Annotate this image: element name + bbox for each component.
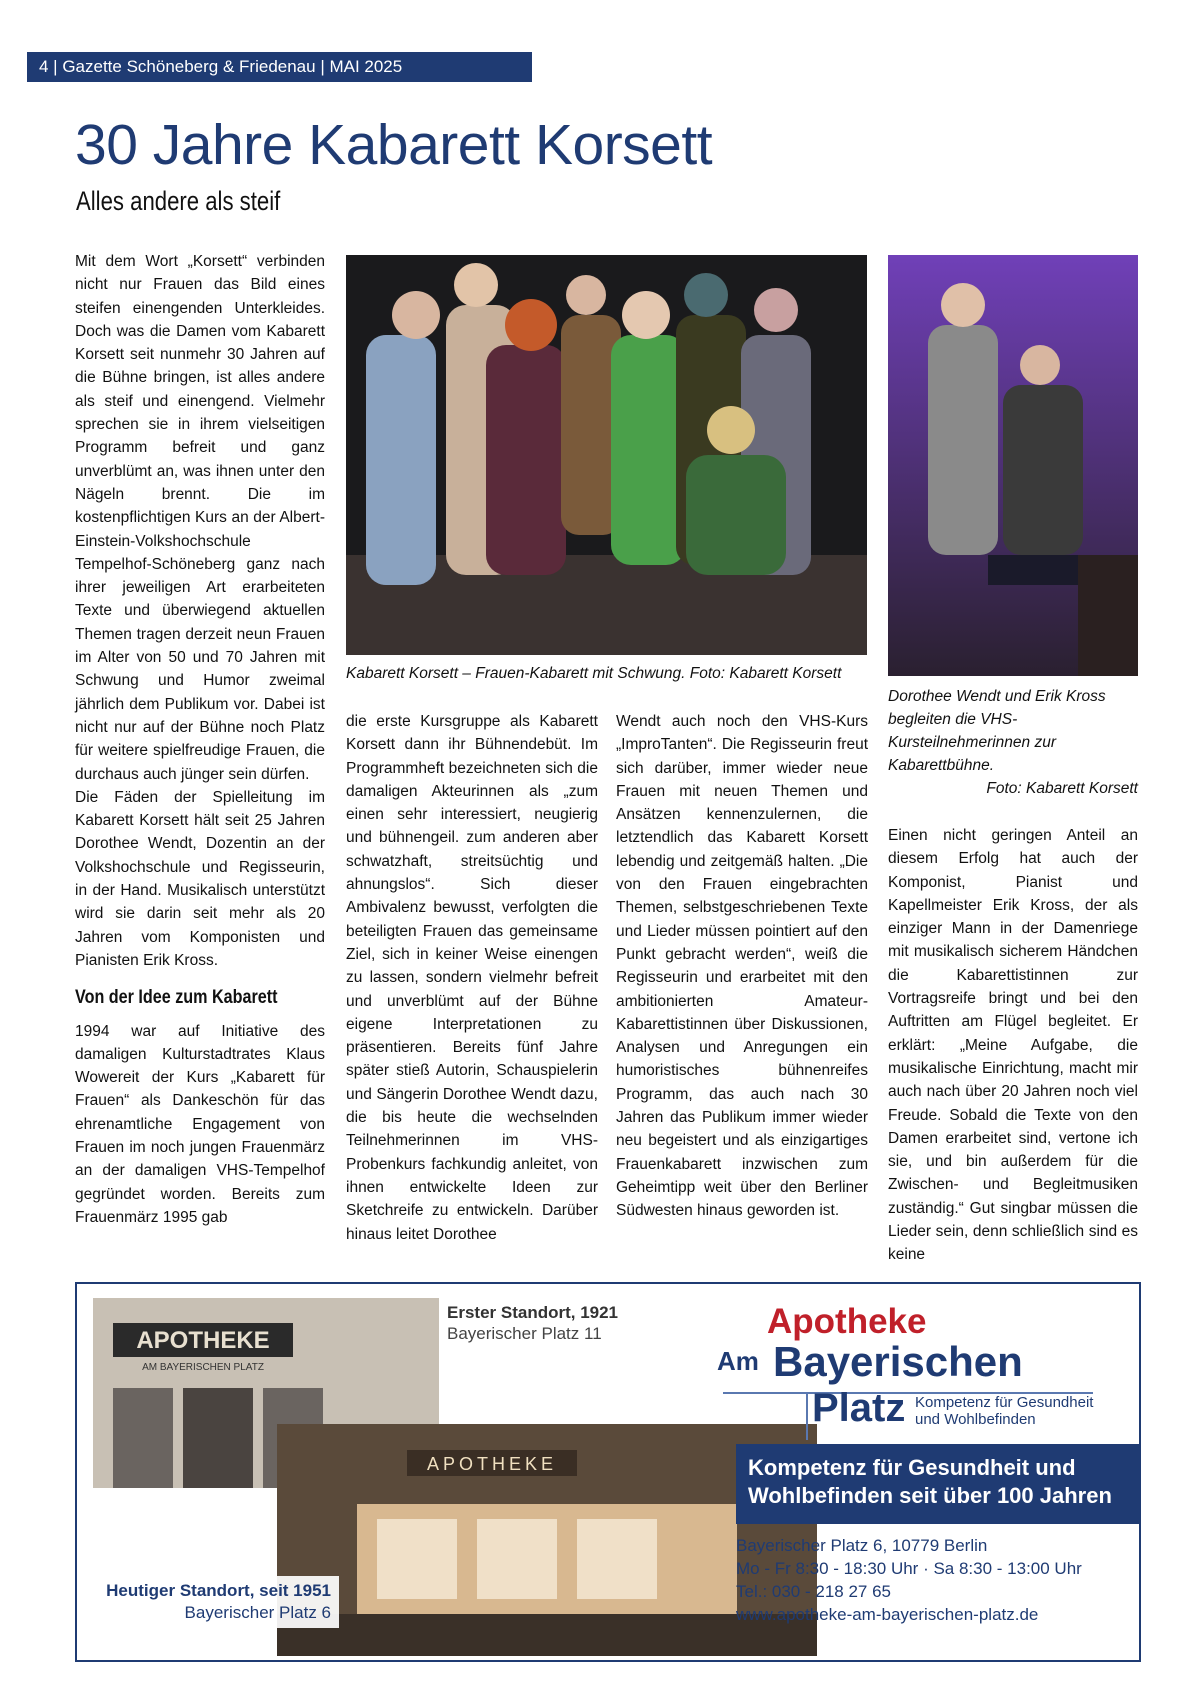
- article-column-3: [616, 710, 868, 1223]
- new-sign-text: APOTHEKE: [426, 1454, 558, 1474]
- ad-contact-info: [736, 1534, 1141, 1626]
- duo-photo: [888, 255, 1138, 676]
- old-sign-subtext: AM BAYERISCHEN PLATZ: [142, 1362, 264, 1373]
- first-location-address: Bayerischer Platz 11: [447, 1324, 602, 1343]
- logo-word-apotheke: Apotheke: [767, 1302, 927, 1341]
- slogan-line1: Kompetenz für Gesundheit und: [748, 1455, 1076, 1480]
- first-location-label: [447, 1302, 618, 1344]
- slogan-line2: Wohlbefinden seit über 100 Jahren: [748, 1483, 1112, 1508]
- page-header-text: 4 | Gazette Schöneberg & Friedenau | MAI 2025: [39, 57, 403, 76]
- logo-rule-vertical: [806, 1394, 808, 1440]
- paragraph: 1994 war auf Initiative des damaligen Kulturstadtrates Klaus Wowereit der Kurs „Kabarett für Frauen“ als Dankeschön für das ehrenamtliche Engagement von Frauen im noch jungen Frauenmärz an der damaligen VHS-Tempelhof gegründet worden. Bereits zum Frauenmärz 1995 gab: [75, 1022, 325, 1226]
- current-location-title: Heutiger Standort, seit 1951: [106, 1581, 331, 1600]
- pharmacy-logo: [717, 1294, 1137, 1434]
- page-header-bar: [27, 52, 532, 82]
- logo-word-bayerischen: Bayerischen: [773, 1338, 1023, 1385]
- paragraph: die erste Kursgruppe als Kabarett Korsett dann ihr Bühnendebüt. Im Programmheft bezeichneten sich die damaligen Akteurinnen als „zum einen sehr interessiert, neugierig und bühnengeil. zum anderen aber schwatzhaft, streitsüchtig und ahnungslos“. Sich dieser Ambivalenz bewusst, verfolgten die beteiligten Frauen das gemeinsame Ziel, sich in keiner Weise einengen zu lassen, sondern vielmehr befreit und unverblümt auf der Bühne eigene Interpretationen zu präsentieren. Bereits fünf Jahre später stieß Autorin, Schauspielerin und Sängerin Dorothee Wendt dazu, die bis heute die wechselnden Teilnehmerinnen im VHS-Probenkurs fachkundig anleitet, von ihnen entwickelte Ideen zur Sketchreife zu entwickeln. Darüber hinaus leitet Dorothee: [346, 713, 598, 1243]
- logo-word-platz: Platz: [812, 1386, 906, 1430]
- paragraph: Mit dem Wort „Korsett“ verbinden nicht nur Frauen das Bild eines steifen einengenden Unterkleides. Doch was die Damen vom Kabarett Korsett seit nunmehr 30 Jahren auf die Bühne bringen, ist alles andere als steif und einengend. Vielmehr sprechen sie in ihrem vielseitigen Programm befreit und ganz unverblümt an, was ihnen unter den Nägeln brennt. Die im kostenpflichtigen Kurs an der Albert-Einstein-Volkshochschule Tempelhof-Schöneberg ganz nach ihrer jeweiligen Art erarbeiteten Texte und überwiegend aktuellen Themen tragen derzeit neun Frauen im Alter von 50 und 70 Jahren mit Schwung und Humor zweimal jährlich dem Publikum vor. Dabei ist nicht nur auf der Bühne noch Platz für weitere spielfreudige Frauen, die durchaus auch jünger sein dürfen.: [75, 253, 325, 783]
- contact-phone: Tel.: 030 - 218 27 65: [736, 1582, 892, 1601]
- paragraph: Wendt auch noch den VHS-Kurs „ImproTanten“. Die Regisseurin freut sich darüber, immer wieder neue Frauen mit neuen Themen und Ansätzen kennenzulernen, die letztendlich das Kabarett Korsett lebendig und zeitgemäß halten. „Die von den Frauen eingebrachten Themen, selbstgeschriebenen Texte und Lieder müssen pointiert auf den Punkt gebracht werden“, weiß die Regisseurin und erarbeitet mit den ambitionierten Amateur-Kabarettistinnen über Diskussionen, Analysen und Anregungen ein humoristisches bühnenreifes Programm, das auch nach 30 Jahren das Publikum immer wieder neu begeistert und als einzigartiges Frauenkabarett inzwischen zum Geheimtipp weit über den Berliner Südwesten hinaus geworden ist.: [616, 713, 868, 1220]
- group-photo-image: [346, 255, 867, 655]
- group-photo: [346, 255, 867, 655]
- contact-address: Bayerischer Platz 6, 10779 Berlin: [736, 1536, 988, 1555]
- contact-hours: Mo - Fr 8:30 - 18:30 Uhr · Sa 8:30 - 13:00 Uhr: [736, 1559, 1082, 1578]
- paragraph: Einen nicht geringen Anteil an diesem Erfolg hat auch der Komponist, Pianist und Kapellmeister Erik Kross, der als einziger Mann in der Damenriege mit musikalisch sicherem Händchen die Kabarettistinnen zur Vortragsreife bringt und bei den Auftritten am Flügel begleitet. Er erklärt: „Meine Aufgabe, die musikalische Einrichtung, macht mir auch nach über 20 Jahren noch viel Freude. Sobald die Texte von den Damen erarbeitet sind, vertone ich sie, und bin außerdem für die Zwischen- und Begleitmusiken zuständig.“ Gut singbar müssen die Lieder sein, denn schließlich sind es keine: [888, 827, 1138, 1264]
- article-column-4: [888, 824, 1138, 1267]
- article-title: 30 Jahre Kabarett Korsett: [75, 113, 713, 177]
- paragraph: Die Fäden der Spielleitung im Kabarett Korsett hält seit 25 Jahren Dorothee Wendt, Dozentin an der Volkshochschule und Regisseurin, in der Hand. Musikalisch unterstützt wird sie darin seit mehr als 20 Jahren vom Komponisten und Pianisten Erik Kross.: [75, 788, 325, 969]
- article-subtitle: Alles andere als steif: [76, 186, 281, 216]
- logo-tagline-line1: Kompetenz für Gesundheit: [915, 1394, 1094, 1411]
- section-heading: Von der Idee zum Kabarett: [75, 987, 278, 1009]
- caption-credit: Foto: Kabarett Korsett: [986, 780, 1138, 797]
- duo-photo-caption: [888, 685, 1138, 800]
- current-location-address: Bayerischer Platz 6: [184, 1603, 331, 1622]
- current-location-label: [83, 1576, 339, 1628]
- contact-website: www.apotheke-am-bayerischen-platz.de: [736, 1605, 1039, 1624]
- duo-photo-image: [888, 255, 1138, 676]
- article-column-2: [346, 710, 598, 1246]
- ad-slogan-band: [736, 1444, 1141, 1524]
- pharmacy-advertisement: [75, 1282, 1141, 1662]
- article-column-1: [75, 250, 325, 1229]
- old-sign-text: APOTHEKE: [136, 1327, 270, 1354]
- caption-text: Dorothee Wendt und Erik Kross begleiten die VHS-Kursteilnehmerinnen zur Kabarettbühne.: [888, 688, 1106, 774]
- logo-tagline: [915, 1394, 1093, 1428]
- logo-tagline-line2: und Wohlbefinden: [915, 1411, 1036, 1428]
- logo-word-am: Am: [717, 1346, 759, 1376]
- first-location-title: Erster Standort, 1921: [447, 1303, 619, 1322]
- group-photo-caption: Kabarett Korsett – Frauen-Kabarett mit Schwung. Foto: Kabarett Korsett: [346, 665, 842, 682]
